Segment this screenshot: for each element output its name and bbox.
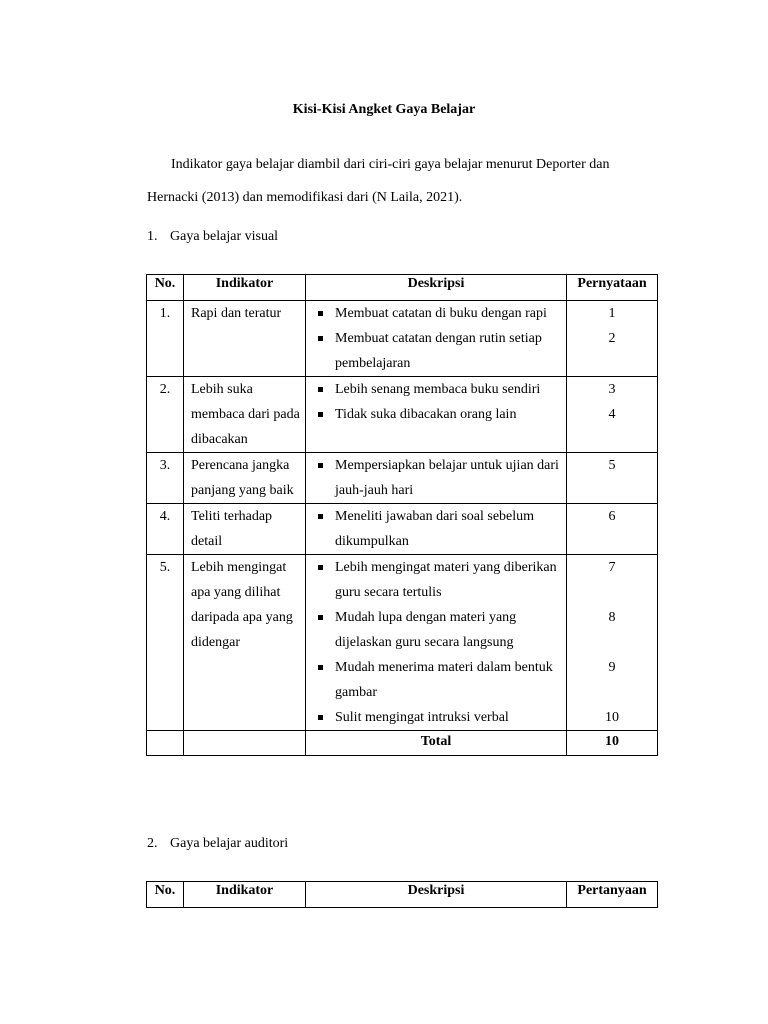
description-item [312, 555, 566, 605]
row-pernyataan [567, 504, 658, 555]
description-text: Lebih mengingat materi yang diberikan guru secara tertulis [335, 560, 557, 600]
total-value: 10 [567, 731, 658, 756]
table-row [147, 301, 658, 377]
row-pernyataan [567, 453, 658, 504]
section-number: 1. [147, 229, 158, 244]
description-text: Mudah lupa dengan materi yang dijelaskan guru secara langsung [335, 610, 517, 650]
description-item [312, 504, 566, 554]
description-item [312, 301, 566, 326]
header-indikator: Indikator [184, 275, 306, 301]
row-deskripsi [306, 301, 567, 377]
bullet-icon [312, 326, 335, 376]
description-text: Sulit mengingat intruksi verbal [335, 710, 509, 725]
bullet-icon [312, 555, 335, 605]
description-item [312, 402, 566, 427]
description-text: Mempersiapkan belajar untuk ujian dari jauh-jauh hari [335, 458, 559, 498]
header-indikator: Indikator [184, 882, 306, 908]
header-pernyataan: Pernyataan [567, 275, 658, 301]
description-item [312, 326, 566, 376]
description-item [312, 605, 566, 655]
table-row [147, 453, 658, 504]
description-text: Membuat catatan di buku dengan rapi [335, 306, 547, 321]
description-item [312, 453, 566, 503]
description-text: Tidak suka dibacakan orang lain [335, 407, 517, 422]
section-heading-visual [147, 229, 278, 245]
section-label: Gaya belajar visual [170, 229, 279, 244]
row-pernyataan [567, 377, 658, 453]
row-indikator: Perencana jangka panjang yang baik [184, 453, 306, 504]
statement-number: 3 [608, 382, 616, 397]
statement-number: 2 [608, 331, 616, 346]
row-indikator: Lebih suka membaca dari pada dibacakan [184, 377, 306, 453]
bullet-icon [312, 705, 335, 730]
document-title: Kisi-Kisi Angket Gaya Belajar [292, 102, 476, 117]
header-pertanyaan: Pertanyaan [567, 882, 658, 908]
bullet-icon [312, 453, 335, 503]
row-indikator: Teliti terhadap detail [184, 504, 306, 555]
total-label: Total [306, 731, 567, 756]
total-row [147, 731, 658, 756]
description-text: Mudah menerima materi dalam bentuk gambar [335, 660, 553, 700]
row-indikator: Rapi dan teratur [184, 301, 306, 377]
row-pernyataan [567, 555, 658, 731]
section-label: Gaya belajar auditori [170, 836, 289, 851]
header-no: No. [147, 882, 184, 908]
bullet-icon [312, 402, 335, 427]
description-text: Lebih senang membaca buku sendiri [335, 382, 541, 397]
visual-table [146, 274, 658, 756]
row-deskripsi [306, 504, 567, 555]
row-deskripsi [306, 453, 567, 504]
statement-number: 9 [608, 660, 616, 675]
bullet-icon [312, 605, 335, 655]
header-no: No. [147, 275, 184, 301]
table-row [147, 377, 658, 453]
table-header-row [147, 275, 658, 301]
statement-number: 4 [608, 407, 616, 422]
total-empty-indikator [184, 731, 306, 756]
section-heading-auditori [147, 836, 288, 852]
section-number: 2. [147, 836, 158, 851]
bullet-icon [312, 504, 335, 554]
row-deskripsi [306, 377, 567, 453]
table-row [147, 504, 658, 555]
bullet-icon [312, 655, 335, 705]
table-row [147, 555, 658, 731]
row-deskripsi [306, 555, 567, 731]
statement-number: 10 [605, 710, 619, 725]
auditori-table [146, 881, 658, 908]
intro-paragraph: Indikator gaya belajar diambil dari ciri-ciri gaya belajar menurut Deporter dan Hernacki (2013) dan memodifikasi dari (N Laila, 2021). [147, 157, 610, 205]
row-number: 5. [147, 555, 184, 731]
table-header-row [147, 882, 658, 908]
row-indikator: Lebih mengingat apa yang dilihat daripada apa yang didengar [184, 555, 306, 731]
statement-number: 8 [608, 610, 616, 625]
row-number: 4. [147, 504, 184, 555]
description-text: Meneliti jawaban dari soal sebelum dikumpulkan [335, 509, 535, 549]
statement-number: 6 [608, 509, 616, 524]
statement-number: 5 [608, 458, 616, 473]
header-deskripsi: Deskripsi [306, 275, 567, 301]
description-item [312, 655, 566, 705]
description-item [312, 705, 566, 730]
row-pernyataan [567, 301, 658, 377]
row-number: 2. [147, 377, 184, 453]
row-number: 3. [147, 453, 184, 504]
statement-number: 7 [608, 560, 616, 575]
bullet-icon [312, 301, 335, 326]
bullet-icon [312, 377, 335, 402]
header-deskripsi: Deskripsi [306, 882, 567, 908]
statement-number: 1 [608, 306, 616, 321]
description-text: Membuat catatan dengan rutin setiap pembelajaran [335, 331, 542, 371]
row-number: 1. [147, 301, 184, 377]
total-empty-no [147, 731, 184, 756]
description-item [312, 377, 566, 402]
